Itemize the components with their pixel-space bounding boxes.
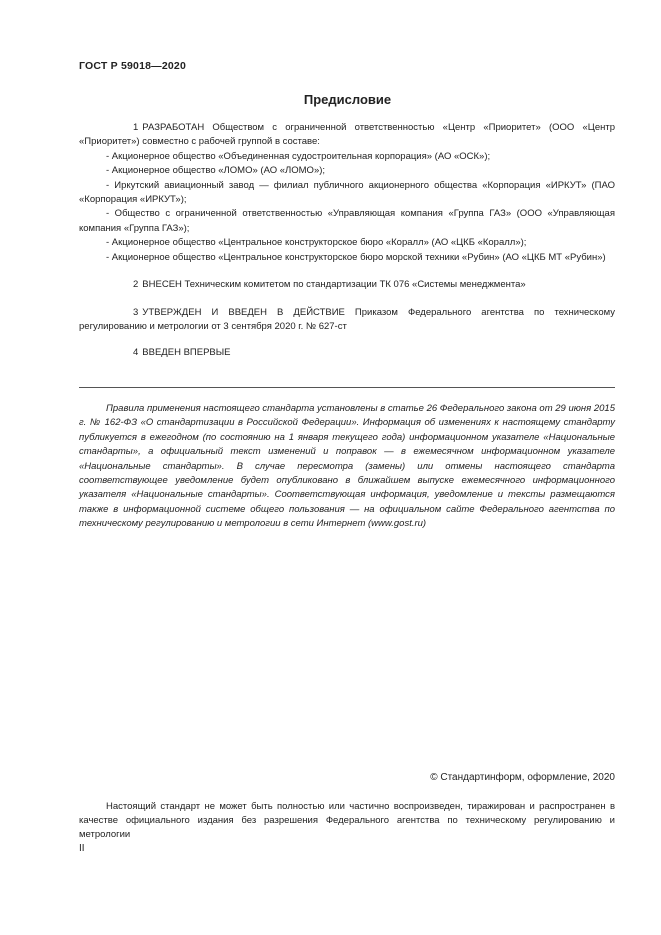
- developer-item: - Акционерное общество «ЛОМО» (АО «ЛОМО»);: [106, 165, 326, 177]
- standard-code: ГОСТ Р 59018—2020: [79, 60, 187, 72]
- page-number: II: [79, 843, 85, 854]
- section-3: [79, 306, 615, 335]
- section-3-text: УТВЕРЖДЕН И ВВЕДЕН В ДЕЙСТВИЕ Приказом Федерального агентства по техническому регулированию и метрологии от 3 сентября 2020 г. № 627-ст: [79, 307, 615, 333]
- section-1-intro: 1 РАЗРАБОТАН Обществом с ограниченной ответственностью «Центр «Приоритет» (ООО «Центр «Приоритет») совместно с рабочей группой в составе:: [79, 122, 615, 148]
- notice-paragraph: Правила применения настоящего стандарта установлены в статье 26 Федерального закона от 29 июня 2015 г. № 162-ФЗ «О стандартизации в Российской Федерации». Информация об изменениях к настоящему стандарту публикуется в ежегодном (по состоянию на 1 января текущего года) информационном указателе «Национальные стандарты», а официальный текст изменений и поправок — в ежемесячном информационном указателе «Национальные стандарты». В случае пересмотра (замены) или отмены настоящего стандарта соответствующее уведомление будет опубликовано в ближайшем выпуске ежемесячного информационного указателя «Национальные стандарты». Соответствующая информация, уведомление и тексты размещаются также в информационной системе общего пользования — на официальном сайте Федерального агентства по техническому регулированию и метрологии в сети Интернет (www.gost.ru): [79, 403, 615, 530]
- section-number: 2: [133, 279, 139, 290]
- page-title: Предисловие: [303, 92, 392, 107]
- separator-line: [79, 387, 615, 388]
- section-number: 4: [133, 347, 139, 358]
- developer-item: - Акционерное общество «Центральное конструкторское бюро морской техники «Рубин» (АО «ЦКБ МТ «Рубин»): [106, 251, 606, 263]
- developer-item: - Общество с ограниченной ответственностью «Управляющая компания «Группа ГАЗ» (ООО «Управляющая компания «Группа ГАЗ»);: [79, 208, 615, 234]
- section-2-text: ВНЕСЕН Техническим комитетом по стандартизации ТК 076 «Системы менеджмента»: [142, 279, 526, 290]
- section-4-text: ВВЕДЕН ВПЕРВЫЕ: [142, 347, 231, 358]
- copyright-line: © Стандартинформ, оформление, 2020: [430, 772, 615, 783]
- reproduction-notice: Настоящий стандарт не может быть полностью или частично воспроизведен, тиражирован и распространен в качестве официального издания без разрешения Федерального агентства по техническому регулированию и метрологии: [79, 801, 615, 841]
- developer-item: - Иркутский авиационный завод — филиал публичного акционерного общества «Корпорация «ИРКУТ» (ПАО «Корпорация «ИРКУТ»);: [79, 179, 615, 206]
- section-2: [79, 278, 615, 292]
- section-4: [79, 346, 615, 360]
- developer-item: - Акционерное общество «Объединенная судостроительная корпорация» (АО «ОСК»);: [106, 150, 491, 162]
- section-1: [79, 121, 615, 265]
- section-number: 3: [133, 307, 139, 318]
- developer-item: - Акционерное общество «Центральное конструкторское бюро «Коралл» (АО «ЦКБ «Коралл»);: [106, 237, 527, 249]
- section-number: 1: [133, 122, 139, 133]
